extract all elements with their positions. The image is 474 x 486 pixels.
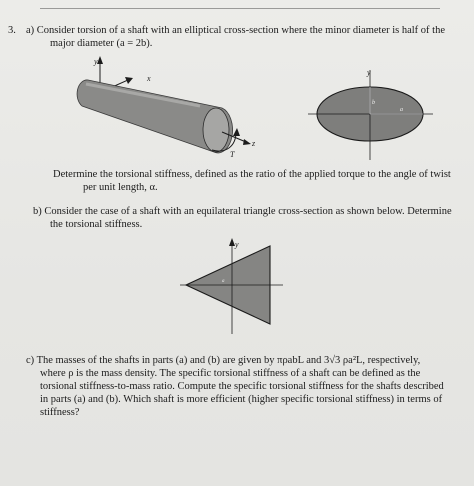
- part-a-line-4: per unit length, α.: [83, 182, 158, 193]
- shaft-label-z: z: [252, 139, 256, 148]
- part-b-line-1: b) Consider the case of a shaft with an equilateral triangle cross-section as shown below. Determine: [33, 206, 452, 217]
- part-c-line-5: stiffness?: [40, 407, 80, 418]
- shaft-label-x: x: [147, 74, 151, 83]
- part-a-line-2: major diameter (a = 2b).: [50, 38, 153, 49]
- problem-number: 3.: [8, 25, 16, 36]
- part-a-line-1: a) Consider torsion of a shaft with an elliptical cross-section where the minor diameter is half of the: [26, 25, 446, 36]
- ellipse-figure: [308, 68, 433, 160]
- part-c-line-4: in parts (a) and (b). Which shaft is more efficient (higher specific torsional stiffness) in terms of: [40, 394, 443, 405]
- triangle-label-y: y: [235, 240, 239, 249]
- shaft-end-face: [203, 108, 229, 152]
- part-c-line-3: torsional stiffness-to-mass ratio. Compute the specific torsional stiffness for the shafts described: [40, 381, 444, 392]
- triangle-figure: [180, 238, 283, 334]
- ellipse-label-y: y: [367, 68, 371, 77]
- ellipse-label-a: a: [400, 107, 403, 113]
- part-c-line-2: where ρ is the mass density. The specific torsional stiffness of a shaft can be defined as the: [40, 368, 421, 379]
- part-a-line-3: Determine the torsional stiffness, defined as the ratio of the applied torque to the angle of twist: [53, 169, 451, 180]
- shaft-label-T: T: [230, 150, 235, 159]
- triangle-label-a: a: [222, 279, 225, 284]
- part-c-line-1: c) The masses of the shafts in parts (a) and (b) are given by πρabL and 3√3 ρa²L, respectively,: [26, 355, 421, 366]
- ellipse-label-b: b: [372, 100, 375, 106]
- shaft-figure: [77, 56, 256, 159]
- shaft-label-y: y: [94, 57, 98, 66]
- part-b-line-2: the torsional stiffness.: [50, 219, 143, 230]
